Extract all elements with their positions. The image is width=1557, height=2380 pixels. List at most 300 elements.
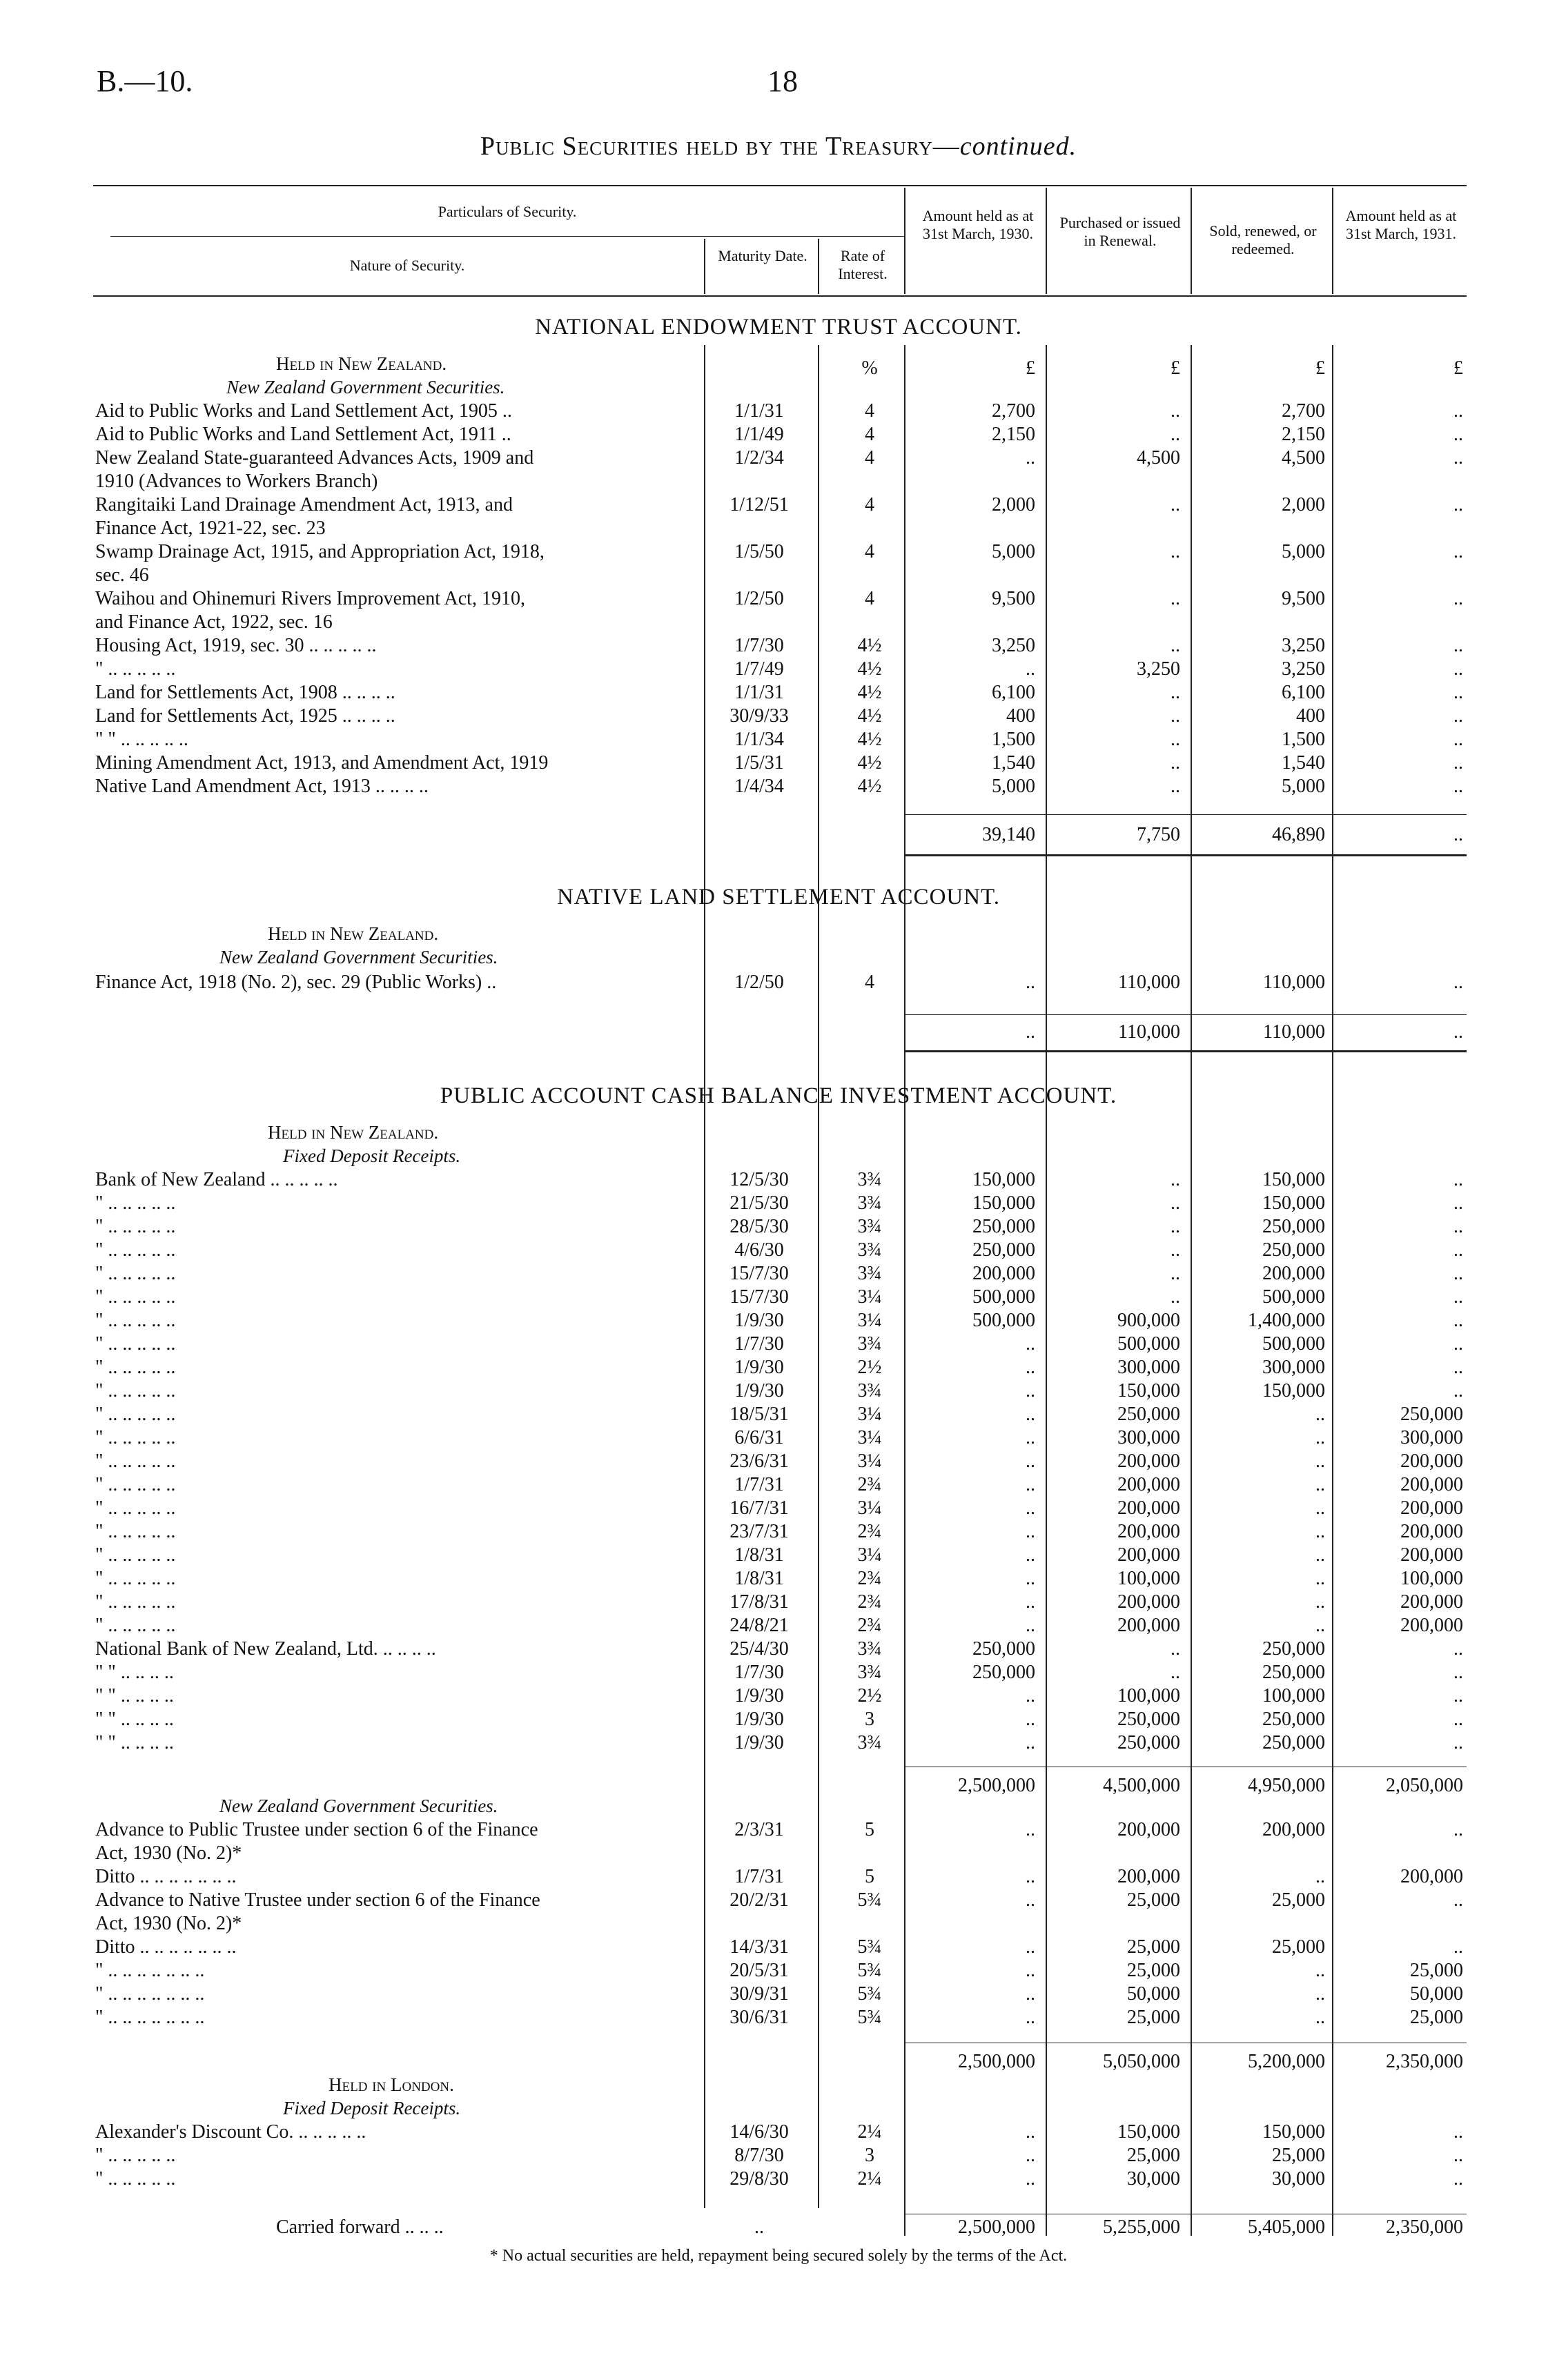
row-held1930: 250,000 [972, 1239, 1035, 1261]
row-held1931: .. [1453, 1819, 1463, 1840]
row-held1931: .. [1453, 2121, 1463, 2143]
row-rate: 4½ [857, 682, 882, 703]
row-purchased: .. [1171, 588, 1180, 609]
row-held1930: .. [1026, 1591, 1035, 1613]
row-held1931: .. [1453, 447, 1463, 469]
row-held1930: .. [1026, 1615, 1035, 1636]
row-maturity: 1/5/50 [734, 541, 784, 562]
row-security: " .. .. .. .. .. .. .. [95, 2007, 205, 2028]
row-purchased: .. [1171, 541, 1180, 562]
row-held1931: .. [1453, 776, 1463, 797]
pac-total2-purchased: 5,050,000 [1103, 2051, 1180, 2072]
row-held1931: 50,000 [1410, 1983, 1463, 2005]
row-rate: 4½ [857, 635, 882, 656]
nls-total-purchased: 110,000 [1118, 1021, 1180, 1043]
row-maturity: 1/7/30 [734, 1662, 784, 1683]
row-held1930: .. [1026, 1709, 1035, 1730]
row-held1930: 500,000 [972, 1310, 1035, 1331]
row-purchased: 50,000 [1127, 1983, 1180, 2005]
row-rate: 2¼ [857, 2168, 882, 2190]
row-security: " " .. .. .. .. [95, 1685, 174, 1707]
row-purchased: .. [1171, 424, 1180, 445]
row-security: " .. .. .. .. .. [95, 1239, 176, 1261]
row-security: " .. .. .. .. .. [95, 1497, 176, 1519]
nls-total-held1930: .. [1026, 1021, 1035, 1043]
nls-total-rule-top [904, 1014, 1467, 1015]
row-held1931: .. [1453, 705, 1463, 727]
row-sold: 25,000 [1272, 1936, 1325, 1958]
row-maturity: 1/2/50 [734, 588, 784, 609]
pac-total2-sold: 5,200,000 [1248, 2051, 1325, 2072]
row-purchased: .. [1171, 752, 1180, 774]
pac-total-sold: 4,950,000 [1248, 1775, 1325, 1796]
row-sold: 25,000 [1272, 2145, 1325, 2166]
row-held1931: .. [1453, 1192, 1463, 1214]
row-security: " .. .. .. .. .. [95, 1474, 176, 1495]
row-held1930: 2,000 [992, 494, 1035, 515]
nls-total-held1931: .. [1453, 1021, 1463, 1043]
row-sold: .. [1315, 1866, 1325, 1887]
row-held1930: .. [1026, 1866, 1035, 1887]
row-purchased: 100,000 [1117, 1568, 1180, 1589]
row-held1931: .. [1453, 729, 1463, 750]
row-held1931: 200,000 [1400, 1497, 1463, 1519]
carried-sold: 5,405,000 [1248, 2216, 1325, 2238]
row-purchased: 100,000 [1117, 1685, 1180, 1707]
row-maturity: 1/7/30 [734, 1333, 784, 1355]
table-row [0, 2007, 1557, 2030]
row-purchased: 4,500 [1137, 447, 1180, 469]
section-title-native-land: NATIVE LAND SETTLEMENT ACCOUNT. [556, 885, 1001, 909]
row-held1930: 9,500 [992, 588, 1035, 609]
row-security: and Finance Act, 1922, sec. 16 [95, 611, 333, 633]
row-purchased: 110,000 [1118, 972, 1180, 993]
table-row [0, 1732, 1557, 1756]
row-held1930: .. [1026, 2121, 1035, 2143]
row-held1930: 1,540 [992, 752, 1035, 774]
row-held1931: .. [1453, 752, 1463, 774]
row-rate: 3¼ [857, 1286, 882, 1308]
row-held1930: 250,000 [972, 1662, 1035, 1683]
row-purchased: 200,000 [1117, 1521, 1180, 1542]
row-maturity: 1/1/34 [734, 729, 784, 750]
row-rate: 2½ [857, 1357, 882, 1378]
table-row [0, 1357, 1557, 1380]
table-row [0, 1474, 1557, 1497]
pac-total2-held1930: 2,500,000 [958, 2051, 1035, 2072]
row-held1931: 200,000 [1400, 1615, 1463, 1636]
table-row [0, 1169, 1557, 1192]
row-held1930: 2,700 [992, 400, 1035, 422]
page-number: 18 [767, 64, 798, 98]
footnote: * No actual securities are held, repayment being secured solely by the terms of the Act. [489, 2247, 1068, 2265]
row-maturity: 1/9/30 [734, 1380, 784, 1402]
row-held1930: 200,000 [972, 1263, 1035, 1284]
row-sold: 300,000 [1262, 1357, 1325, 1378]
row-held1930: .. [1026, 1521, 1035, 1542]
row-rate: 4½ [857, 776, 882, 797]
table-row [0, 1239, 1557, 1263]
page-ref: B.—10. [97, 64, 193, 98]
row-rate: 4 [865, 588, 874, 609]
row-sold: 1,540 [1282, 752, 1325, 774]
table-row [0, 1450, 1557, 1474]
header-vline-6 [1332, 188, 1333, 294]
pac-total-purchased: 4,500,000 [1103, 1775, 1180, 1796]
row-security: " " .. .. .. .. [95, 1732, 174, 1753]
row-held1931: .. [1453, 658, 1463, 680]
unit-pound-1: £ [1026, 357, 1035, 379]
row-purchased: 250,000 [1117, 1709, 1180, 1730]
row-held1931: 25,000 [1410, 1960, 1463, 1981]
row-security: Swamp Drainage Act, 1915, and Appropriation Act, 1918, [95, 541, 545, 562]
row-rate: 4 [865, 400, 874, 422]
table-row [0, 1497, 1557, 1521]
table-row [0, 564, 1557, 588]
row-rate: 3¾ [857, 1638, 882, 1660]
row-purchased: 300,000 [1117, 1357, 1180, 1378]
row-maturity: 16/7/31 [729, 1497, 789, 1519]
row-sold: 5,000 [1282, 776, 1325, 797]
row-maturity: 24/8/21 [729, 1615, 789, 1636]
row-purchased: 200,000 [1117, 1544, 1180, 1566]
row-sold: 110,000 [1263, 972, 1325, 993]
row-maturity: 1/7/31 [734, 1866, 784, 1887]
row-held1931: .. [1453, 1333, 1463, 1355]
row-security: Waihou and Ohinemuri Rivers Improvement Act, 1910, [95, 588, 525, 609]
row-maturity: 1/12/51 [729, 494, 789, 515]
carried-forward-row [0, 2216, 1557, 2240]
row-held1931: .. [1453, 1732, 1463, 1753]
row-held1931: .. [1453, 1169, 1463, 1190]
section-title-national-endowment: NATIONAL ENDOWMENT TRUST ACCOUNT. [535, 315, 1022, 340]
row-rate: 2½ [857, 1685, 882, 1707]
row-held1930: .. [1026, 972, 1035, 993]
row-held1930: .. [1026, 1889, 1035, 1911]
table-row [0, 752, 1557, 776]
row-maturity: 1/9/30 [734, 1732, 784, 1753]
row-held1931: .. [1453, 682, 1463, 703]
row-sold: 150,000 [1262, 1169, 1325, 1190]
row-purchased: .. [1171, 1216, 1180, 1237]
table-row [0, 1521, 1557, 1544]
row-sold: 250,000 [1262, 1732, 1325, 1753]
row-rate: 2¾ [857, 1474, 882, 1495]
row-held1931: .. [1453, 1936, 1463, 1958]
nls-total-rule-bottom [904, 1050, 1467, 1052]
row-security: " " .. .. .. .. [95, 1709, 174, 1730]
net-subhead: New Zealand Government Securities. [226, 377, 505, 397]
row-sold: 100,000 [1262, 1685, 1325, 1707]
row-held1930: .. [1026, 1544, 1035, 1566]
row-sold: .. [1315, 1497, 1325, 1519]
row-held1930: .. [1026, 1474, 1035, 1495]
row-security: Act, 1930 (No. 2)* [95, 1913, 242, 1934]
row-rate: 3¾ [857, 1239, 882, 1261]
table-row [0, 611, 1557, 635]
row-security: 1910 (Advances to Workers Branch) [95, 471, 378, 492]
row-held1930: 150,000 [972, 1192, 1035, 1214]
row-rate: 4½ [857, 752, 882, 774]
pac-subhead-london: Fixed Deposit Receipts. [283, 2098, 461, 2118]
table-row [0, 1685, 1557, 1709]
row-held1930: .. [1026, 2168, 1035, 2190]
row-security: " .. .. .. .. .. [95, 2145, 176, 2166]
row-sold: 2,700 [1282, 400, 1325, 422]
row-maturity: 2/3/31 [734, 1819, 784, 1840]
table-row [0, 447, 1557, 471]
carried-held1930: 2,500,000 [958, 2216, 1035, 2238]
row-rate: 5 [865, 1819, 874, 1840]
header-particulars: Particulars of Security. [438, 203, 577, 220]
row-held1931: .. [1453, 972, 1463, 993]
row-held1930: .. [1026, 2145, 1035, 2166]
row-rate: 4 [865, 424, 874, 445]
pac-total-held1930: 2,500,000 [958, 1775, 1035, 1796]
row-sold: 250,000 [1262, 1662, 1325, 1683]
row-security: " .. .. .. .. .. [95, 1286, 176, 1308]
row-purchased: 250,000 [1117, 1732, 1180, 1753]
table-row [0, 1615, 1557, 1638]
net-units-row [0, 357, 1557, 381]
row-security: Advance to Public Trustee under section 6 of the Finance [95, 1819, 538, 1840]
header-vline-3 [904, 188, 905, 294]
row-security: Bank of New Zealand .. .. .. .. .. [95, 1169, 338, 1190]
row-rate: 3¾ [857, 1333, 882, 1355]
pac-subhead-securities: New Zealand Government Securities. [219, 1796, 498, 1816]
row-rate: 3¾ [857, 1169, 882, 1190]
row-security: " .. .. .. .. .. [95, 1544, 176, 1566]
row-purchased: 500,000 [1117, 1333, 1180, 1355]
row-held1931: .. [1453, 1662, 1463, 1683]
table-row [0, 1568, 1557, 1591]
row-security: " .. .. .. .. .. .. .. [95, 1960, 205, 1981]
row-rate: 5¾ [857, 1960, 882, 1981]
row-held1931: .. [1453, 1709, 1463, 1730]
row-security: " .. .. .. .. .. [95, 658, 176, 680]
row-security: " .. .. .. .. .. [95, 1216, 176, 1237]
unit-pound-4: £ [1453, 357, 1463, 379]
row-rate: 5¾ [857, 1983, 882, 2005]
row-purchased: .. [1171, 494, 1180, 515]
row-security: " .. .. .. .. .. [95, 2168, 176, 2190]
row-purchased: .. [1171, 776, 1180, 797]
row-sold: 150,000 [1262, 2121, 1325, 2143]
table-row [0, 682, 1557, 705]
unit-pound-3: £ [1315, 357, 1325, 379]
row-rate: 2¾ [857, 1591, 882, 1613]
row-maturity: 14/6/30 [729, 2121, 789, 2143]
row-sold: .. [1315, 1591, 1325, 1613]
row-security: Mining Amendment Act, 1913, and Amendment Act, 1919 [95, 752, 549, 774]
table-row [0, 729, 1557, 752]
row-maturity: 29/8/30 [729, 2168, 789, 2190]
table-row [0, 776, 1557, 799]
row-held1930: .. [1026, 1380, 1035, 1402]
row-purchased: .. [1171, 1286, 1180, 1308]
row-rate: 3¼ [857, 1450, 882, 1472]
row-sold: 500,000 [1262, 1333, 1325, 1355]
row-maturity: 1/2/34 [734, 447, 784, 469]
table-row [0, 1310, 1557, 1333]
row-maturity: 1/1/31 [734, 682, 784, 703]
row-security: " .. .. .. .. .. [95, 1591, 176, 1613]
row-purchased: .. [1171, 1239, 1180, 1261]
row-sold: 500,000 [1262, 1286, 1325, 1308]
row-maturity: 18/5/31 [729, 1404, 789, 1425]
pac-held-label: Held in New Zealand. [268, 1122, 439, 1143]
row-sold: 250,000 [1262, 1709, 1325, 1730]
row-security: " .. .. .. .. .. .. .. [95, 1983, 205, 2005]
table-row [0, 1913, 1557, 1936]
row-purchased: .. [1171, 729, 1180, 750]
row-held1930: 6,100 [992, 682, 1035, 703]
header-maturity: Maturity Date. [718, 247, 807, 264]
row-held1930: .. [1026, 658, 1035, 680]
row-purchased: 200,000 [1117, 1474, 1180, 1495]
row-security: sec. 46 [95, 564, 149, 586]
unit-pound-2: £ [1171, 357, 1180, 379]
row-held1931: .. [1453, 588, 1463, 609]
row-sold: 3,250 [1282, 658, 1325, 680]
row-maturity: 1/9/30 [734, 1709, 784, 1730]
row-sold: 200,000 [1262, 1819, 1325, 1840]
row-sold: .. [1315, 1404, 1325, 1425]
row-security: " .. .. .. .. .. [95, 1521, 176, 1542]
row-rate: 3¾ [857, 1263, 882, 1284]
row-purchased: 200,000 [1117, 1497, 1180, 1519]
row-security: " " .. .. .. .. [95, 1662, 174, 1683]
table-row [0, 2145, 1557, 2168]
row-security: " .. .. .. .. .. [95, 1427, 176, 1448]
row-held1931: 200,000 [1400, 1474, 1463, 1495]
row-rate: 4½ [857, 658, 882, 680]
table-row [0, 1819, 1557, 1842]
row-maturity: 1/7/49 [734, 658, 784, 680]
row-purchased: 25,000 [1127, 1936, 1180, 1958]
row-rate: 2¾ [857, 1615, 882, 1636]
row-maturity: 1/4/34 [734, 776, 784, 797]
table-row [0, 1286, 1557, 1310]
row-held1930: .. [1026, 1497, 1035, 1519]
row-maturity: 1/9/30 [734, 1310, 784, 1331]
row-rate: 3 [865, 2145, 874, 2166]
row-held1931: 300,000 [1400, 1427, 1463, 1448]
row-held1930: 250,000 [972, 1638, 1035, 1660]
table-row [0, 494, 1557, 518]
row-held1931: .. [1453, 1638, 1463, 1660]
table-row [0, 1404, 1557, 1427]
table-row [0, 2121, 1557, 2145]
table-row [0, 1709, 1557, 1732]
row-held1930: .. [1026, 1960, 1035, 1981]
row-sold: 2,000 [1282, 494, 1325, 515]
table-row [0, 1866, 1557, 1889]
row-security: Finance Act, 1921-22, sec. 23 [95, 518, 326, 539]
row-rate: 3 [865, 1709, 874, 1730]
row-held1930: .. [1026, 1427, 1035, 1448]
table-row [0, 658, 1557, 682]
section-title-public-account: PUBLIC ACCOUNT CASH BALANCE INVESTMENT ACCOUNT. [440, 1083, 1117, 1108]
table-row [0, 1842, 1557, 1866]
net-total-rule-bottom [904, 854, 1467, 856]
table-row [0, 1889, 1557, 1913]
row-rate: 3¾ [857, 1732, 882, 1753]
row-sold: 250,000 [1262, 1638, 1325, 1660]
row-held1931: .. [1453, 1263, 1463, 1284]
row-security: " .. .. .. .. .. [95, 1263, 176, 1284]
row-held1931: 250,000 [1400, 1404, 1463, 1425]
header-bottom-rule [93, 295, 1467, 297]
row-security: Native Land Amendment Act, 1913 .. .. .. .. [95, 776, 429, 797]
row-held1931: .. [1453, 1216, 1463, 1237]
row-sold: 9,500 [1282, 588, 1325, 609]
row-sold: 250,000 [1262, 1239, 1325, 1261]
row-rate: 3¼ [857, 1404, 882, 1425]
row-held1930: .. [1026, 1936, 1035, 1958]
row-held1930: 3,250 [992, 635, 1035, 656]
table-row [0, 1263, 1557, 1286]
pac-total-held1931: 2,050,000 [1386, 1775, 1463, 1796]
table-row [0, 1380, 1557, 1404]
row-security: Aid to Public Works and Land Settlement Act, 1911 .. [95, 424, 511, 445]
row-maturity: 25/4/30 [729, 1638, 789, 1660]
row-held1931: 100,000 [1400, 1568, 1463, 1589]
row-security: Housing Act, 1919, sec. 30 .. .. .. .. .. [95, 635, 377, 656]
row-purchased: .. [1171, 1263, 1180, 1284]
row-maturity: 1/8/31 [734, 1544, 784, 1566]
row-security: Aid to Public Works and Land Settlement Act, 1905 .. [95, 400, 512, 422]
row-held1931: .. [1453, 635, 1463, 656]
carried-purchased: 5,255,000 [1103, 2216, 1180, 2238]
row-held1930: .. [1026, 2007, 1035, 2028]
row-held1930: 500,000 [972, 1286, 1035, 1308]
row-held1931: 200,000 [1400, 1591, 1463, 1613]
row-sold: .. [1315, 1427, 1325, 1448]
row-held1931: .. [1453, 1889, 1463, 1911]
row-held1931: .. [1453, 424, 1463, 445]
row-security: " .. .. .. .. .. [95, 1192, 176, 1214]
row-held1931: 200,000 [1400, 1450, 1463, 1472]
row-rate: 3¾ [857, 1216, 882, 1237]
net-total-rule-top [904, 814, 1467, 815]
header-purchased: Purchased or issued in Renewal. [1059, 214, 1181, 249]
row-sold: 4,500 [1282, 447, 1325, 469]
header-vline-4 [1046, 188, 1047, 294]
row-sold: .. [1315, 1450, 1325, 1472]
row-held1931: 200,000 [1400, 1521, 1463, 1542]
row-purchased: 150,000 [1117, 2121, 1180, 2143]
row-rate: 5¾ [857, 1936, 882, 1958]
row-held1930: .. [1026, 1568, 1035, 1589]
row-sold: 6,100 [1282, 682, 1325, 703]
table-row [0, 1544, 1557, 1568]
row-maturity: 23/7/31 [729, 1521, 789, 1542]
row-held1930: 250,000 [972, 1216, 1035, 1237]
row-maturity: 30/9/31 [729, 1983, 789, 2005]
row-security: Act, 1930 (No. 2)* [95, 1842, 242, 1864]
header-mid-rule [110, 236, 904, 237]
net-total-sold: 46,890 [1272, 824, 1325, 845]
row-maturity: 20/2/31 [729, 1889, 789, 1911]
row-purchased: .. [1171, 682, 1180, 703]
row-held1931: .. [1453, 1286, 1463, 1308]
row-held1930: .. [1026, 1819, 1035, 1840]
row-sold: 1,500 [1282, 729, 1325, 750]
row-held1930: .. [1026, 1404, 1035, 1425]
row-held1930: 5,000 [992, 776, 1035, 797]
row-rate: 3¾ [857, 1380, 882, 1402]
